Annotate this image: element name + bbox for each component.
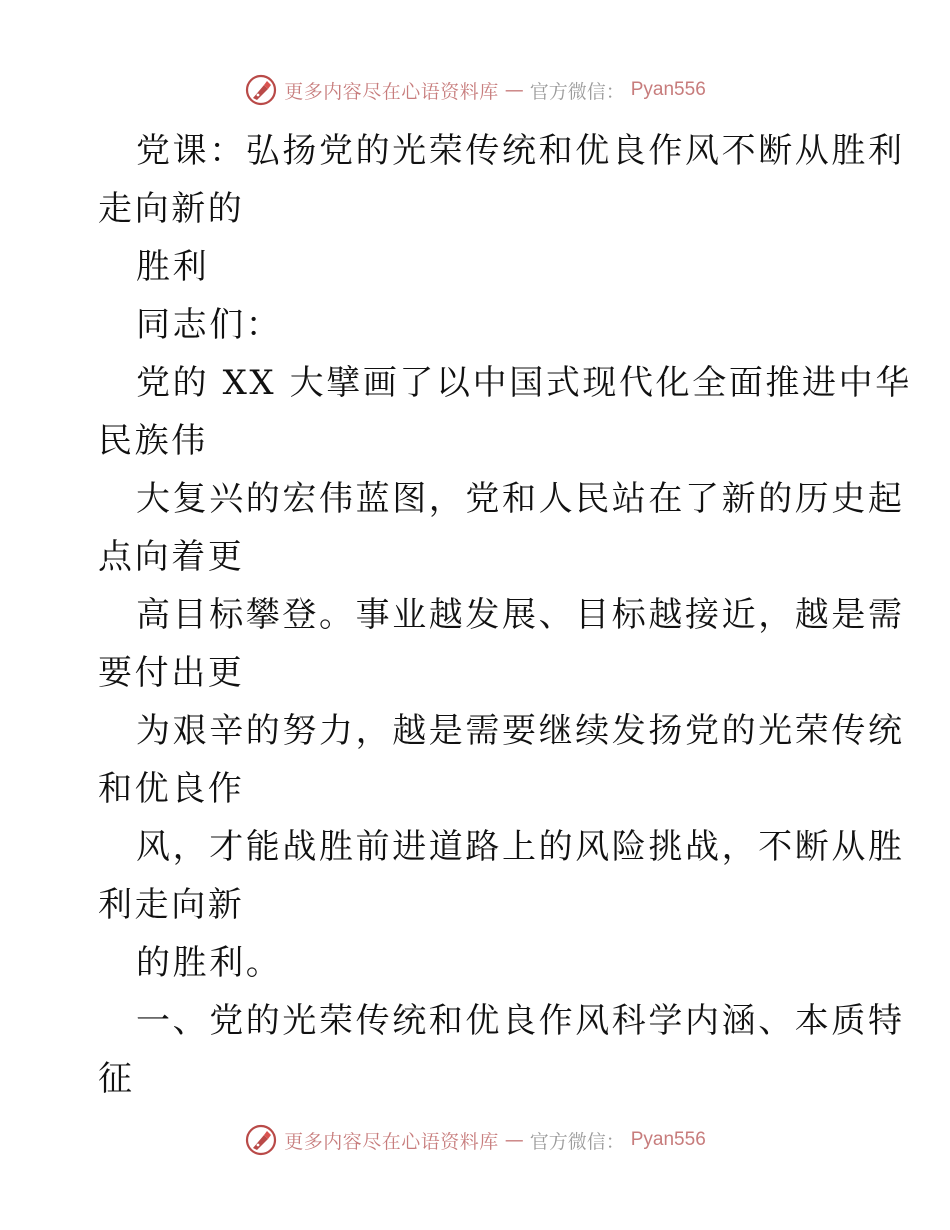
pen-nib-logo-icon (244, 1123, 278, 1157)
document-line: 民族伟 (98, 421, 208, 461)
site-name-text: 更多内容尽在心语资料库 (284, 1130, 499, 1153)
document-line: 胜利 (136, 247, 210, 287)
document-line: 点向着更 (98, 537, 245, 577)
document-line: 和优良作 (98, 769, 245, 809)
document-line: 为艰辛的努力，越是需要继续发扬党的光荣传统 (136, 711, 905, 751)
document-line: 大复兴的宏伟蓝图，党和人民站在了新的历史起 (136, 479, 905, 519)
banner-dash: — (504, 79, 524, 101)
document-line: 征 (98, 1059, 135, 1099)
document-line: 风，才能战胜前进道路上的风险挑战，不断从胜 (136, 827, 905, 867)
site-name-text: 更多内容尽在心语资料库 (284, 80, 499, 103)
wechat-label: 官方微信： (529, 80, 625, 103)
pen-nib-logo-icon (244, 73, 278, 107)
document-line: 的胜利。 (136, 943, 283, 983)
document-line: 党课：弘扬党的光荣传统和优良作风不断从胜利 (136, 131, 905, 171)
document-line: 走向新的 (98, 189, 245, 229)
document-line: 高目标攀登。事业越发展、目标越接近，越是需 (136, 595, 905, 635)
footer-watermark-banner (0, 1120, 950, 1160)
header-watermark-banner (0, 70, 950, 110)
document-line: 党的 XX 大擘画了以中国式现代化全面推进中华 (136, 363, 912, 403)
wechat-id: Pyan556 (630, 1129, 706, 1150)
document-body (98, 122, 912, 1108)
wechat-label: 官方微信： (529, 1130, 625, 1153)
document-line: 一、党的光荣传统和优良作风科学内涵、本质特 (136, 1001, 905, 1041)
document-line: 要付出更 (98, 653, 245, 693)
document-line: 利走向新 (98, 885, 245, 925)
document-line: 同志们： (136, 305, 283, 345)
wechat-id: Pyan556 (630, 79, 706, 100)
banner-dash: — (504, 1129, 524, 1151)
